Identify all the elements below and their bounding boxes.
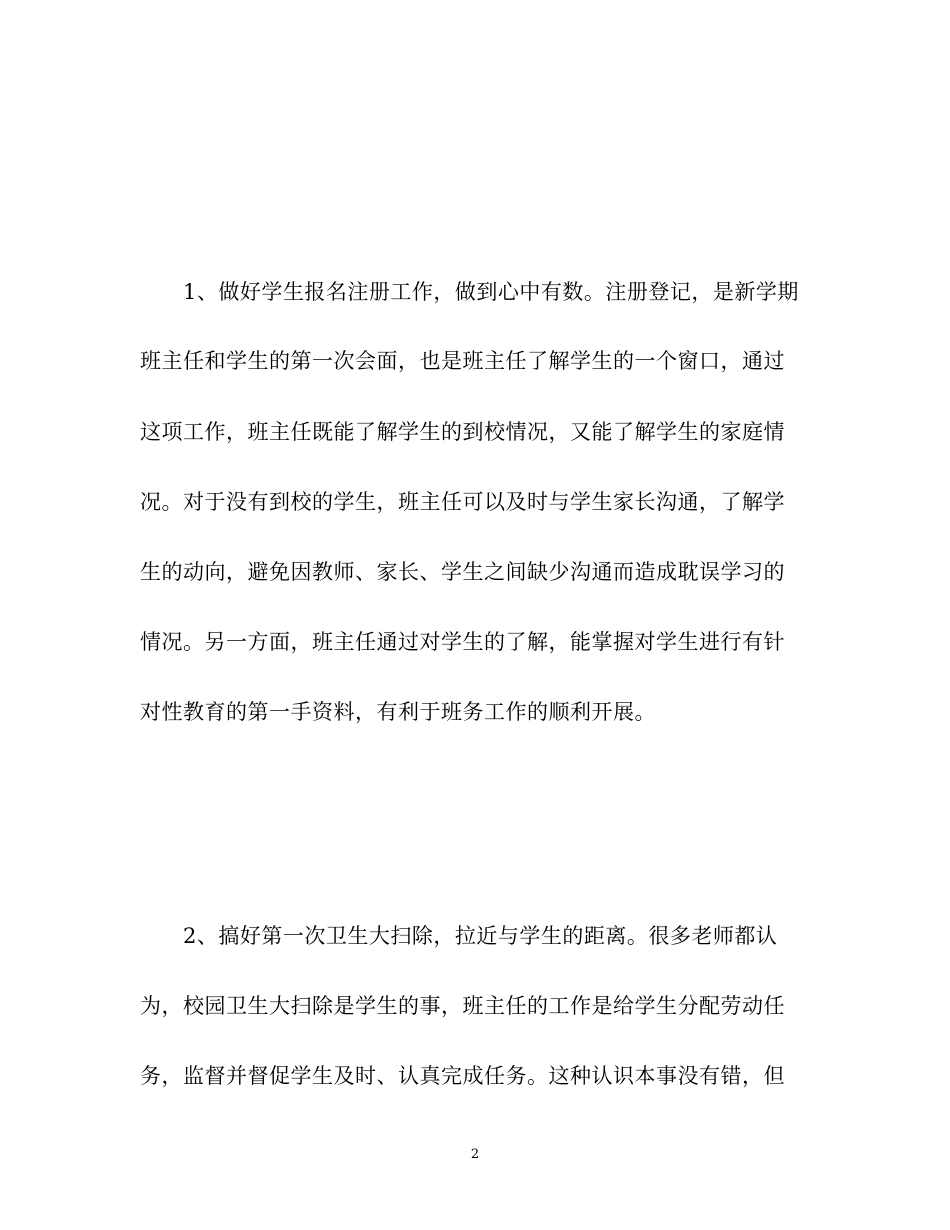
text-line: 这项工作，班主任既能了解学生的到校情况，又能了解学生的家庭情 <box>140 420 785 444</box>
text-line: 况。对于没有到校的学生，班主任可以及时与学生家长沟通，了解学 <box>140 490 785 514</box>
text-line: 对性教育的第一手资料，有利于班务工作的顺利开展。 <box>140 700 656 724</box>
text-line: 班主任和学生的第一次会面，也是班主任了解学生的一个窗口，通过 <box>140 349 785 373</box>
text-line: 为，校园卫生大扫除是学生的事，班主任的工作是给学生分配劳动任 <box>140 994 785 1018</box>
page-number: 2 <box>470 1147 480 1162</box>
text-line: 2、搞好第一次卫生大扫除，拉近与学生的距离。很多老师都认 <box>140 924 778 948</box>
text-line: 1、做好学生报名注册工作，做到心中有数。注册登记，是新学期 <box>140 280 799 304</box>
text-line: 生的动向，避免因教师、家长、学生之间缺少沟通而造成耽误学习的 <box>140 560 785 584</box>
text-line: 务，监督并督促学生及时、认真完成任务。这种认识本事没有错，但 <box>140 1064 785 1088</box>
text-line: 情况。另一方面，班主任通过对学生的了解，能掌握对学生进行有针 <box>140 630 785 654</box>
